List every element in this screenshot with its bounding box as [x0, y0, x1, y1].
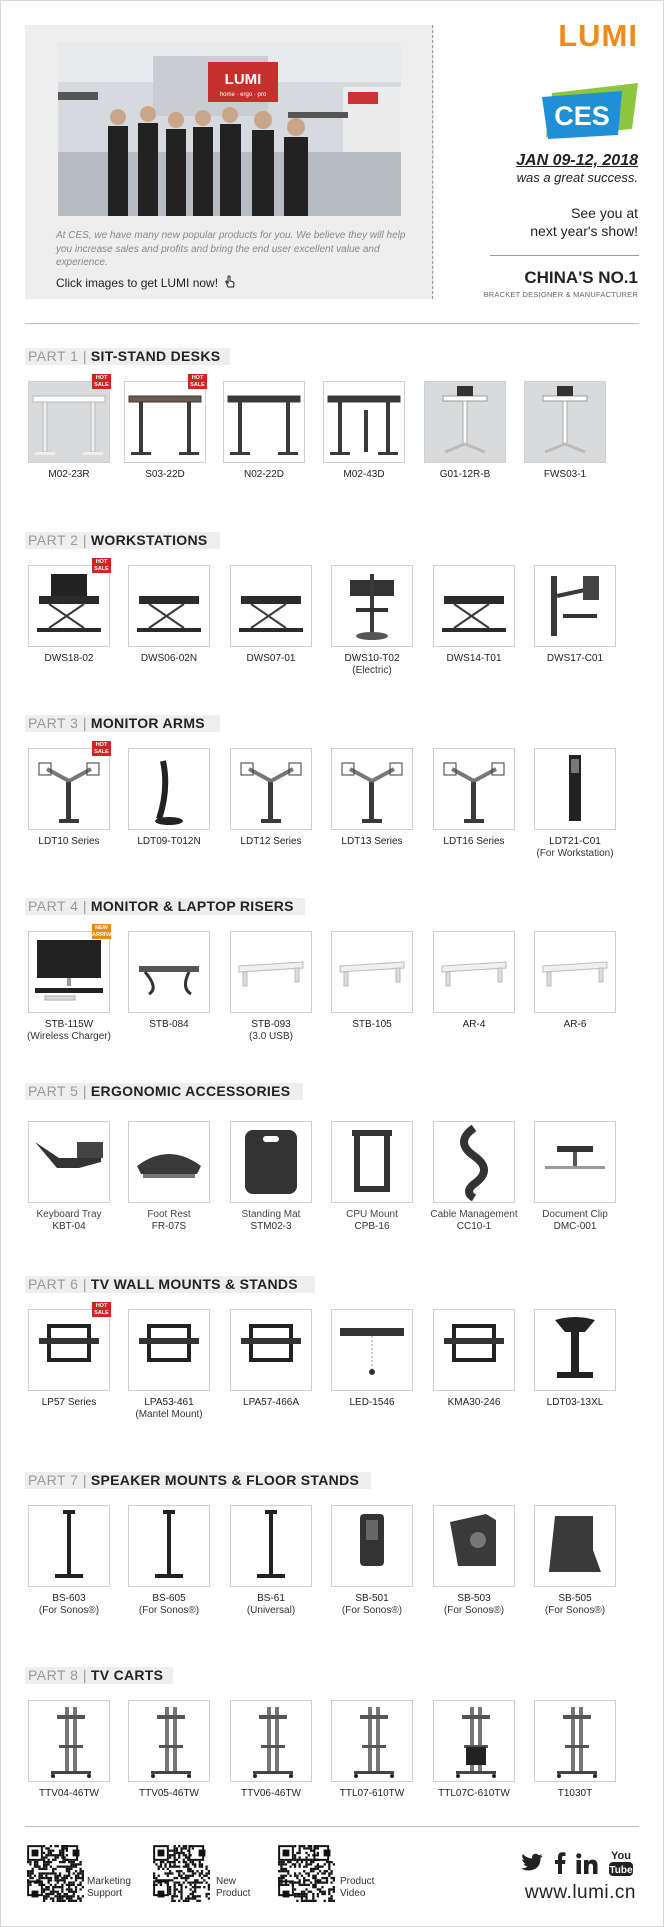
- section-name: WORKSTATIONS: [90, 532, 208, 548]
- product-image[interactable]: [534, 748, 616, 830]
- product-code: STB-084: [149, 1019, 189, 1030]
- product-code: LDT13 Series: [341, 836, 403, 847]
- hot-sale-badge: HOT SALE: [92, 1302, 111, 1317]
- product-card[interactable]: [122, 1121, 216, 1233]
- product-name: Foot Rest: [147, 1209, 191, 1220]
- section-name: TV WALL MOUNTS & STANDS: [90, 1276, 298, 1292]
- product-code: LDT09-T012N: [137, 836, 201, 847]
- product-image[interactable]: [28, 742, 110, 830]
- facebook-icon[interactable]: [554, 1852, 566, 1879]
- cta-text[interactable]: Click images to get LUMI now!: [56, 276, 219, 290]
- booth-sign: LUMI: [224, 71, 262, 88]
- section-name: ERGONOMIC ACCESSORIES: [90, 1083, 291, 1099]
- product-code: LDT12 Series: [240, 836, 302, 847]
- section-name: SIT-STAND DESKS: [90, 348, 221, 364]
- section-part-number: PART 6 |: [28, 1276, 87, 1292]
- product-code: BS-61: [257, 1593, 285, 1604]
- product-card[interactable]: [427, 1121, 521, 1233]
- section-title: [25, 532, 220, 549]
- product-code: TTV06-46TW: [240, 1788, 301, 1799]
- hot-sale-badge: HOT SALE: [92, 374, 111, 389]
- product-image[interactable]: [124, 375, 206, 463]
- product-card[interactable]: [528, 931, 622, 1031]
- new-arrival-badge: NEW ARRIVAL: [92, 925, 117, 938]
- product-code: SB-503: [457, 1593, 491, 1604]
- product-image[interactable]: [534, 931, 616, 1013]
- product-code: STB-105: [352, 1019, 392, 1030]
- product-code: LP57 Series: [41, 1397, 97, 1408]
- product-card[interactable]: [325, 1700, 419, 1800]
- product-image[interactable]: [433, 565, 515, 647]
- youtube-icon[interactable]: [608, 1848, 634, 1883]
- product-image[interactable]: [128, 1121, 210, 1203]
- product-note: (Electric): [352, 665, 392, 676]
- section-title: [25, 1667, 173, 1684]
- product-code: CPB-16: [354, 1221, 390, 1232]
- product-note: (For Sonos®): [38, 1605, 100, 1616]
- product-image[interactable]: [331, 748, 413, 830]
- product-image[interactable]: [534, 1700, 616, 1782]
- product-card[interactable]: [528, 1121, 622, 1233]
- product-card[interactable]: [325, 1121, 419, 1233]
- section-title: [25, 1276, 315, 1293]
- product-image[interactable]: [28, 925, 117, 1013]
- product-image[interactable]: [230, 931, 312, 1013]
- product-code: DWS17-C01: [546, 653, 604, 664]
- product-card[interactable]: [224, 1121, 318, 1233]
- product-image[interactable]: [331, 1700, 413, 1782]
- product-image[interactable]: [28, 1700, 110, 1782]
- section-title: [25, 898, 305, 915]
- product-card[interactable]: [528, 1700, 622, 1800]
- product-code: M02-43D: [343, 469, 385, 480]
- product-image[interactable]: [230, 1309, 312, 1391]
- product-image[interactable]: [331, 1309, 413, 1391]
- product-card[interactable]: [528, 1309, 622, 1409]
- product-card[interactable]: [22, 1700, 116, 1800]
- product-code: KBT-04: [52, 1221, 86, 1232]
- product-code: DWS06-02N: [140, 653, 198, 664]
- product-code: STB-115W: [44, 1019, 94, 1030]
- qr-label-new-product: New Product: [216, 1876, 251, 1899]
- product-card[interactable]: [122, 1700, 216, 1800]
- product-note: (For Sonos®): [443, 1605, 505, 1616]
- product-note: (3.0 USB): [249, 1031, 293, 1042]
- product-card[interactable]: [427, 1309, 521, 1409]
- product-card[interactable]: [224, 748, 318, 848]
- product-image[interactable]: [433, 748, 515, 830]
- product-image[interactable]: [128, 1700, 210, 1782]
- product-code: LED-1546: [349, 1397, 395, 1408]
- product-note: (For Workstation): [536, 848, 614, 859]
- section-title: [25, 1472, 371, 1489]
- product-card[interactable]: [427, 1505, 521, 1617]
- product-code: LDT10 Series: [38, 836, 100, 847]
- product-card[interactable]: [224, 1700, 318, 1800]
- product-card[interactable]: [224, 1309, 318, 1409]
- product-code: N02-22D: [243, 469, 285, 480]
- section-part-number: PART 8 |: [28, 1667, 87, 1683]
- section-part-number: PART 5 |: [28, 1083, 87, 1099]
- product-code: CC10-1: [456, 1221, 492, 1232]
- china-no1-subtitle: BRACKET DESIGNER & MANUFACTURER: [483, 290, 638, 299]
- product-code: DWS10-T02: [344, 653, 400, 664]
- website-link[interactable]: www.lumi.cn: [524, 1882, 636, 1903]
- product-code: LPA57-466A: [243, 1397, 299, 1408]
- product-image[interactable]: [433, 1505, 515, 1587]
- section-title: [25, 1083, 303, 1100]
- product-card[interactable]: [122, 1309, 216, 1421]
- product-note: (For Sonos®): [341, 1605, 403, 1616]
- product-code: T1030T: [557, 1788, 593, 1799]
- section-part-number: PART 3 |: [28, 715, 87, 731]
- qr-product-video[interactable]: [278, 1845, 335, 1902]
- cta-link[interactable]: [56, 275, 236, 291]
- product-image[interactable]: [230, 1700, 312, 1782]
- product-image[interactable]: [433, 1700, 515, 1782]
- product-card[interactable]: [22, 559, 116, 665]
- product-name: CPU Mount: [346, 1209, 398, 1220]
- product-image[interactable]: [534, 565, 616, 647]
- china-no1-title: CHINA'S NO.1: [524, 268, 638, 287]
- twitter-icon[interactable]: [520, 1853, 544, 1878]
- product-code: AR-6: [563, 1019, 587, 1030]
- section-name: MONITOR ARMS: [90, 715, 205, 731]
- social-links: [520, 1848, 634, 1883]
- product-card[interactable]: [122, 565, 216, 665]
- product-image[interactable]: [433, 931, 515, 1013]
- product-code: DWS18-02: [44, 653, 94, 664]
- svg-text:Tube: Tube: [609, 1865, 633, 1876]
- section-part-number: PART 4 |: [28, 898, 87, 914]
- product-card[interactable]: [528, 565, 622, 665]
- product-code: DWS07-01: [246, 653, 296, 664]
- qr-marketing-support[interactable]: [27, 1845, 84, 1902]
- product-card[interactable]: [528, 1505, 622, 1617]
- product-card[interactable]: [22, 742, 116, 848]
- product-image[interactable]: [28, 375, 110, 463]
- product-code: LPA53-461: [144, 1397, 194, 1408]
- hot-sale-badge: HOT SALE: [92, 741, 111, 756]
- product-code: SB-501: [355, 1593, 389, 1604]
- product-note: (Mantel Mount): [135, 1409, 203, 1420]
- product-image[interactable]: [28, 559, 110, 647]
- product-card[interactable]: [22, 1121, 116, 1233]
- product-image[interactable]: [424, 381, 506, 463]
- product-code: STM02-3: [250, 1221, 292, 1232]
- product-card[interactable]: [217, 381, 311, 481]
- product-card[interactable]: [122, 748, 216, 848]
- product-image[interactable]: [223, 381, 305, 463]
- product-image[interactable]: [323, 381, 405, 463]
- lumi-logo[interactable]: LUMI: [558, 18, 638, 53]
- qr-label-marketing: Marketing Support: [87, 1876, 131, 1899]
- product-code: TTL07-610TW: [339, 1788, 405, 1799]
- section-part-number: PART 2 |: [28, 532, 87, 548]
- section-name: SPEAKER MOUNTS & FLOOR STANDS: [90, 1472, 360, 1488]
- product-note: (Wireless Charger): [27, 1031, 111, 1042]
- product-name: Standing Mat: [241, 1209, 301, 1220]
- header-divider: [490, 255, 639, 256]
- event-subtitle: was a great success.: [516, 170, 638, 185]
- product-card[interactable]: [224, 565, 318, 665]
- product-image[interactable]: [128, 931, 210, 1013]
- ces-logo: [542, 83, 638, 141]
- hero-panel: [25, 25, 434, 299]
- product-name: Cable Management: [430, 1209, 518, 1220]
- product-image[interactable]: [331, 1505, 413, 1587]
- product-card[interactable]: [427, 931, 521, 1031]
- product-image[interactable]: [433, 1121, 515, 1203]
- product-image[interactable]: [28, 1121, 110, 1203]
- product-card[interactable]: [427, 565, 521, 665]
- product-code: KMA30-246: [447, 1397, 501, 1408]
- product-code: LDT21-C01: [549, 836, 601, 847]
- dashed-divider: [432, 25, 434, 299]
- hot-sale-badge: HOT SALE: [188, 374, 207, 389]
- product-card[interactable]: [118, 375, 212, 481]
- product-code: FWS03-1: [543, 469, 587, 480]
- product-image[interactable]: [28, 1303, 110, 1391]
- product-note: (Universal): [246, 1605, 296, 1616]
- product-image[interactable]: [230, 565, 312, 647]
- product-card[interactable]: [427, 1700, 521, 1800]
- product-image[interactable]: [524, 381, 606, 463]
- product-code: TTV04-46TW: [38, 1788, 99, 1799]
- product-image[interactable]: [128, 1309, 210, 1391]
- event-date: JAN 09-12, 2018: [516, 152, 638, 169]
- product-image[interactable]: [331, 565, 413, 647]
- product-code: M02-23R: [48, 469, 90, 480]
- product-card[interactable]: [22, 1303, 116, 1409]
- product-card[interactable]: [22, 925, 117, 1043]
- product-card[interactable]: [325, 931, 419, 1031]
- hot-sale-badge: HOT SALE: [92, 558, 111, 573]
- svg-text:home · ergo · pro: home · ergo · pro: [219, 92, 267, 98]
- product-code: LDT16 Series: [443, 836, 505, 847]
- product-code: STB-093: [251, 1019, 291, 1030]
- product-image[interactable]: [433, 1309, 515, 1391]
- section-title: [25, 715, 220, 732]
- product-image[interactable]: [534, 1505, 616, 1587]
- product-code: DMC-001: [553, 1221, 597, 1232]
- product-image[interactable]: [230, 748, 312, 830]
- product-name: Document Clip: [542, 1209, 608, 1220]
- product-note: (For Sonos®): [138, 1605, 200, 1616]
- product-note: (For Sonos®): [544, 1605, 606, 1616]
- product-code: SB-505: [558, 1593, 592, 1604]
- product-card[interactable]: [325, 565, 419, 677]
- product-name: Keyboard Tray: [36, 1209, 102, 1220]
- product-image[interactable]: [28, 1505, 110, 1587]
- product-card[interactable]: [325, 1309, 419, 1409]
- linkedin-icon[interactable]: [576, 1853, 598, 1879]
- product-code: S03-22D: [145, 469, 185, 480]
- product-code: LDT03-13XL: [546, 1397, 604, 1408]
- qr-label-product-video: Product Video: [340, 1876, 375, 1899]
- product-card[interactable]: [427, 748, 521, 848]
- product-image[interactable]: [128, 1505, 210, 1587]
- product-image[interactable]: [230, 1505, 312, 1587]
- product-code: AR-4: [462, 1019, 486, 1030]
- product-image[interactable]: [128, 565, 210, 647]
- qr-new-product[interactable]: [153, 1845, 210, 1902]
- svg-text:You: You: [611, 1850, 631, 1862]
- see-you-text: See you at next year's show!: [530, 205, 638, 239]
- product-image[interactable]: [534, 1309, 616, 1391]
- product-card[interactable]: [528, 748, 622, 860]
- product-card[interactable]: [224, 931, 318, 1043]
- svg-text:CES: CES: [554, 101, 610, 131]
- hand-pointer-icon: [224, 275, 236, 291]
- product-image[interactable]: [331, 931, 413, 1013]
- product-card[interactable]: [22, 1505, 116, 1617]
- section-name: MONITOR & LAPTOP RISERS: [90, 898, 294, 914]
- product-card[interactable]: [325, 1505, 419, 1617]
- product-code: DWS14-T01: [446, 653, 502, 664]
- product-card[interactable]: [325, 748, 419, 848]
- product-image[interactable]: [534, 1121, 616, 1203]
- product-card[interactable]: [518, 381, 612, 481]
- product-card[interactable]: [122, 1505, 216, 1617]
- section-title: [25, 348, 230, 365]
- product-card[interactable]: [122, 931, 216, 1031]
- product-image[interactable]: [128, 748, 210, 830]
- header-rule: [25, 323, 639, 324]
- product-card[interactable]: [224, 1505, 318, 1617]
- product-code: G01-12R-B: [439, 469, 491, 480]
- product-code: BS-603: [52, 1593, 86, 1604]
- section-part-number: PART 7 |: [28, 1472, 87, 1488]
- hero-caption: At CES, we have many new popular products for you. We believe they will help you increase sales and profits and bring the end user excellent value and experience.: [56, 230, 406, 268]
- product-card[interactable]: [418, 381, 512, 481]
- section-name: TV CARTS: [90, 1667, 164, 1683]
- product-code: FR-07S: [151, 1221, 187, 1232]
- product-card[interactable]: [22, 375, 116, 481]
- product-code: TTL07C-610TW: [438, 1788, 510, 1799]
- footer-rule: [25, 1826, 639, 1827]
- ces-booth-photo[interactable]: [58, 42, 401, 216]
- section-part-number: PART 1 |: [28, 348, 87, 364]
- product-code: BS-605: [152, 1593, 186, 1604]
- product-image[interactable]: [331, 1121, 413, 1203]
- product-card[interactable]: [317, 381, 411, 481]
- product-code: TTV05-46TW: [138, 1788, 199, 1799]
- product-image[interactable]: [230, 1121, 312, 1203]
